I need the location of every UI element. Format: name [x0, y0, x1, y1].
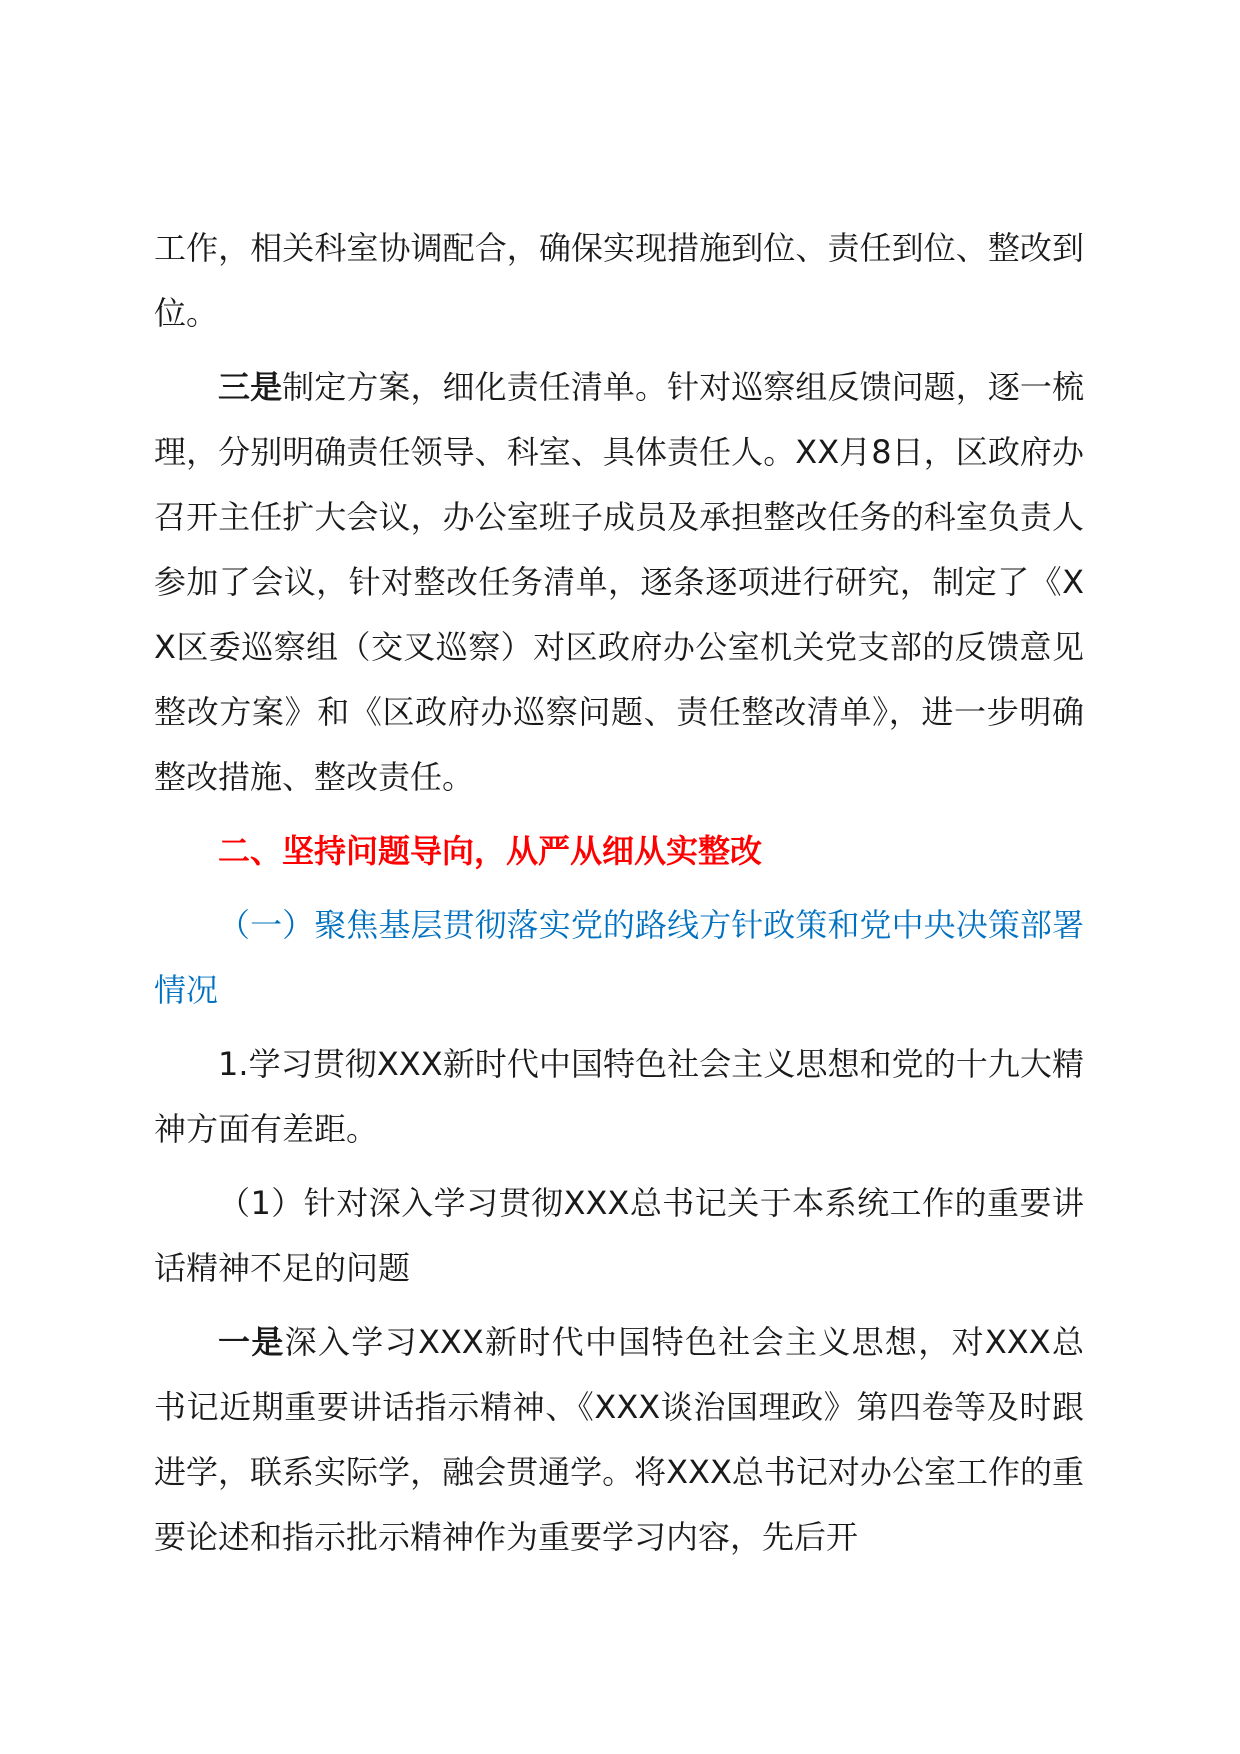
paragraph-text: 深入学习XXX新时代中国特色社会主义思想，对XXX总书记近期重要讲话指示精神、《XXX谈治国理政》第四卷等及时跟进学，联系实际学，融会贯通学。将XXX总书记对办公室工作的重要论述和指示批示精神作为重要学习内容，先后开 [154, 1323, 1084, 1556]
paragraph-text: 工作，相关科室协调配合，确保实现措施到位、责任到位、整改到位。 [154, 229, 1084, 332]
subsection-heading: （一）聚焦基层贯彻落实党的路线方针政策和党中央决策部署情况 [154, 906, 1084, 1009]
paragraph-text: 制定方案，细化责任清单。针对巡察组反馈问题，逐一梳理，分别明确责任领导、科室、具体责任人。XX月8日，区政府办召开主任扩大会议，办公室班子成员及承担整改任务的科室负责人参加了会议，针对整改任务清单，逐条逐项进行研究，制定了《XX区委巡察组（交叉巡察）对区政府办公室机关党支部的反馈意见整改方案》和《区政府办巡察问题、责任整改清单》，进一步明确整改措施、整改责任。 [154, 368, 1084, 796]
item-heading: 1.学习贯彻XXX新时代中国特色社会主义思想和党的十九大精神方面有差距。 [154, 1045, 1084, 1148]
paragraph-measure-three [154, 355, 1084, 810]
section-heading: 二、坚持问题导向，从严从细从实整改 [218, 832, 763, 870]
paragraph-lead: 三是 [218, 368, 283, 406]
document-body [154, 216, 1084, 1579]
sub-item-heading: （1）针对深入学习贯彻XXX总书记关于本系统工作的重要讲话精神不足的问题 [154, 1184, 1084, 1287]
paragraph-measure-one [154, 1310, 1084, 1570]
paragraph-continuation [154, 216, 1084, 346]
paragraph-lead: 一是 [218, 1323, 285, 1361]
